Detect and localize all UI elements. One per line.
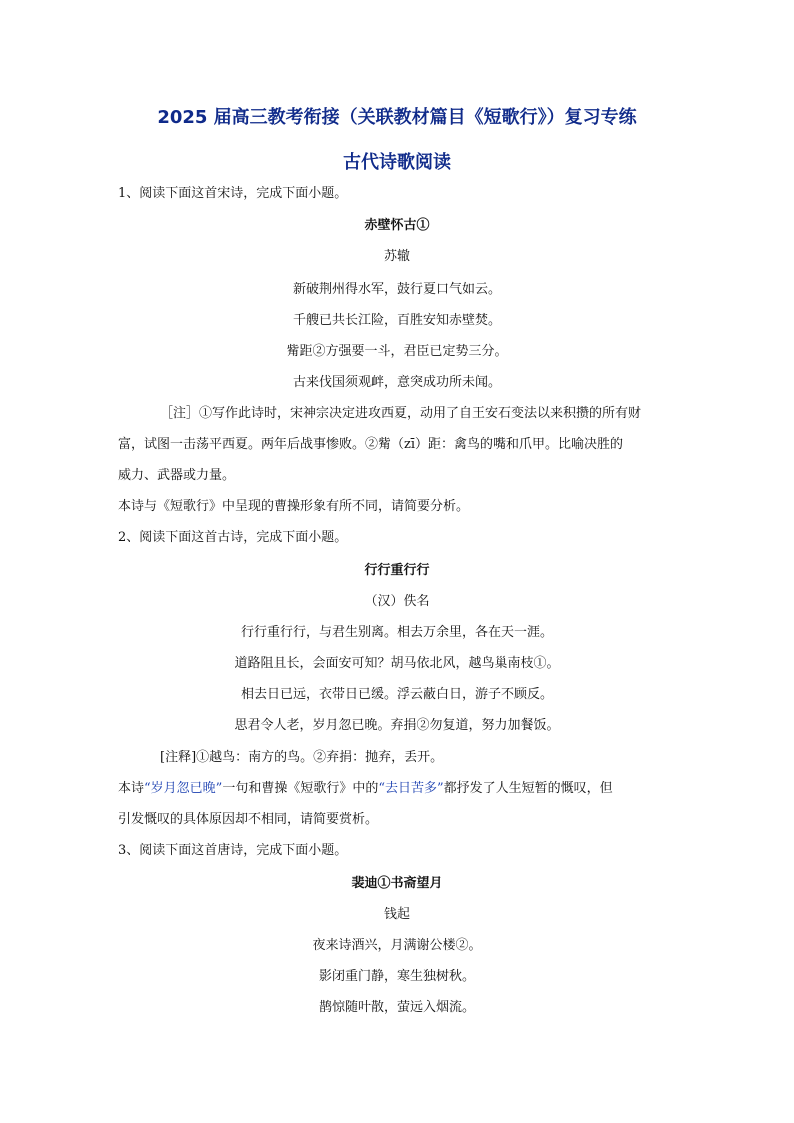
q2-question-text: 一句和曹操《短歌行》中的 — [222, 781, 379, 796]
page-title: 2025 届高三教考衔接（关联教材篇目《短歌行》）复习专练 — [157, 107, 637, 128]
q2-poem-title: 行行重行行 — [364, 563, 430, 578]
q3-prompt: 3、阅读下面这首唐诗，完成下面小题。 — [118, 843, 348, 858]
q2-poem-line: 道路阻且长，会面安可知？胡马依北风，越鸟巢南枝①。 — [234, 656, 560, 671]
q2-question-text: 都抒发了人生短暂的慨叹，但 — [443, 781, 613, 796]
q1-note-line: 富，试图一击荡平西夏。两年后战事惨败。②觜（zī）距：禽鸟的嘴和爪甲。比喻决胜的 — [118, 437, 624, 452]
q2-note: [注释]①越鸟：南方的鸟。②弃捐：抛弃，丢开。 — [160, 750, 444, 765]
q2-quote-highlight: “岁月忽已晚” — [144, 781, 223, 796]
q2-question-line2: 引发慨叹的具体原因却不相同，请简要赏析。 — [118, 812, 379, 827]
q2-poem-line: 思君令人老，岁月忽已晚。弃捐②勿复道，努力加餐饭。 — [234, 718, 560, 733]
q2-author: （汉）佚名 — [364, 594, 430, 609]
q1-note-line: ［注］①写作此诗时，宋神宗决定进攻西夏，动用了自王安石变法以来积攒的所有财 — [160, 406, 642, 421]
q1-question: 本诗与《短歌行》中呈现的曹操形象有所不同，请简要分析。 — [118, 499, 470, 514]
q1-prompt: 1、阅读下面这首宋诗，完成下面小题。 — [118, 186, 348, 201]
q1-poem-title: 赤壁怀古① — [364, 218, 430, 233]
q1-note-line: 威力、武器或力量。 — [118, 468, 236, 483]
page-subtitle: 古代诗歌阅读 — [343, 152, 451, 173]
q2-question — [118, 781, 613, 797]
q1-author: 苏辙 — [383, 249, 410, 264]
q3-poem-title: 裴迪①书斋望月 — [351, 876, 443, 891]
q2-prompt: 2、阅读下面这首古诗，完成下面小题。 — [118, 530, 348, 545]
q1-poem-line: 新破荆州得水军，鼓行夏口气如云。 — [292, 282, 501, 297]
q3-poem-line: 影闭重门静，寒生独树秋。 — [318, 969, 475, 984]
q1-poem-line: 觜距②方强要一斗，君臣已定势三分。 — [286, 344, 508, 359]
q2-quote-highlight: “去日苦多” — [378, 781, 444, 796]
q2-question-text: 本诗 — [118, 781, 145, 796]
q3-poem-line: 夜来诗酒兴，月满谢公楼②。 — [312, 938, 482, 953]
q1-poem-line: 古来伐国须观衅，意突成功所未闻。 — [292, 375, 501, 390]
q2-poem-line: 行行重行行，与君生别离。相去万余里，各在天一涯。 — [240, 625, 553, 640]
q2-poem-line: 相去日已远，衣带日已缓。浮云蔽白日，游子不顾反。 — [240, 687, 553, 702]
q3-author: 钱起 — [383, 907, 410, 922]
q3-poem-line: 鹊惊随叶散，萤远入烟流。 — [318, 1000, 475, 1015]
q1-poem-line: 千艘已共长江险，百胜安知赤壁焚。 — [292, 313, 501, 328]
